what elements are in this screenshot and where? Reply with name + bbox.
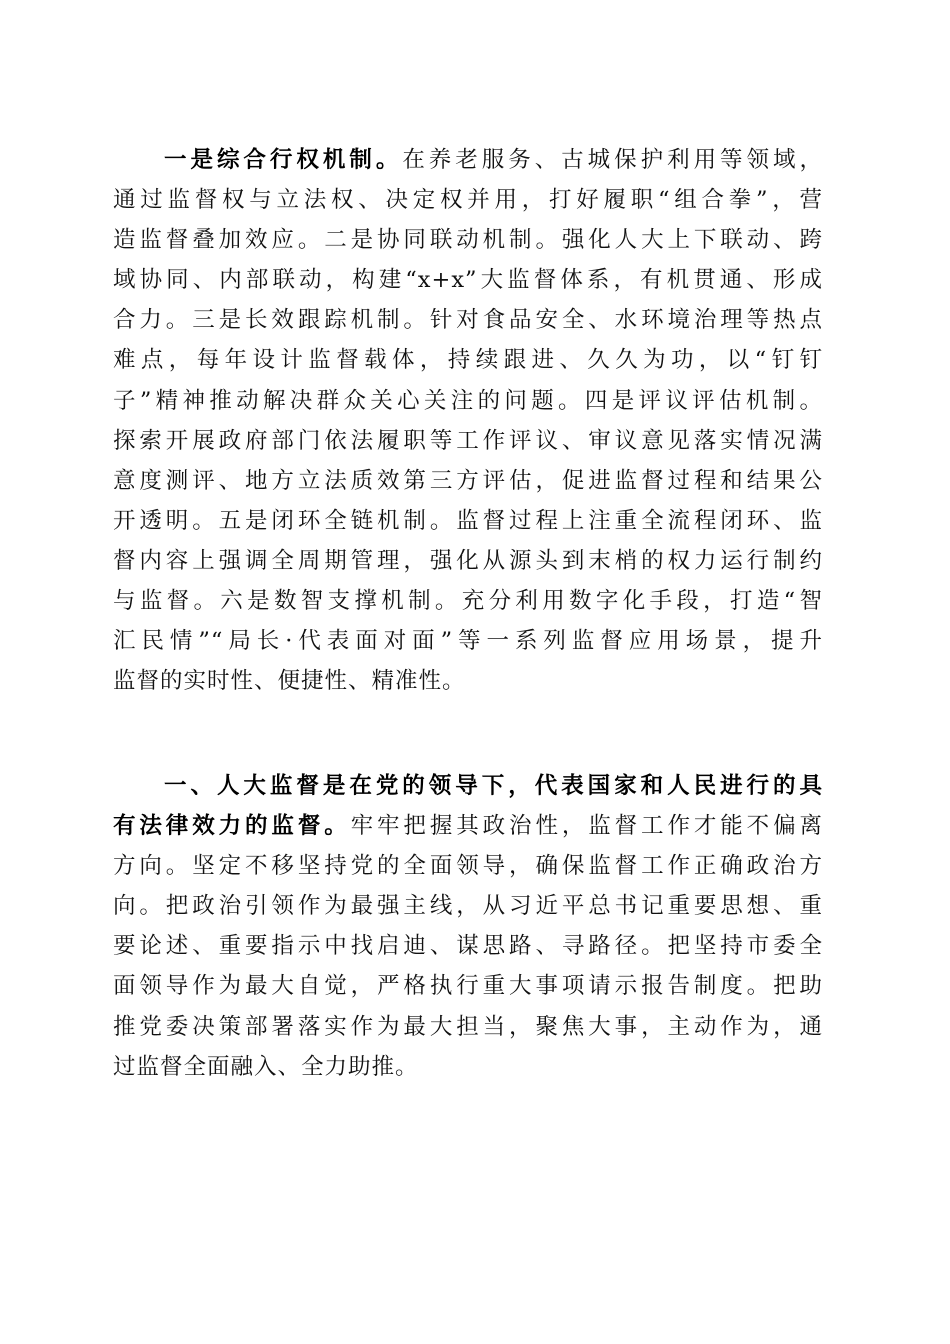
paragraph-line: 监督的实时性、便捷性、精准性。 xyxy=(113,668,466,695)
paragraph-mechanisms xyxy=(113,140,823,701)
paragraph-line: 域协同、内部联动，构建“x+x”大监督体系，有机贯通、形成 xyxy=(113,267,823,294)
paragraph-line: 意度测评、地方立法质效第三方评估，促进监督过程和结果公 xyxy=(113,467,823,494)
paragraph-line: 汇民情”“局长·代表面对面”等一系列监督应用场景，提升 xyxy=(113,628,823,655)
paragraph-text: 在养老服务、古城保护利用等领域， xyxy=(402,147,823,173)
paragraph-line: 通过监督权与立法权、决定权并用，打好履职“组合拳”，营 xyxy=(113,187,823,214)
paragraph-line: 推党委决策部署落实作为最大担当，聚焦大事，主动作为，通 xyxy=(113,1013,823,1040)
paragraph-line: 方向。坚定不移坚持党的全面领导，确保监督工作正确政治方 xyxy=(113,853,823,880)
paragraph-heading: 一是综合行权机制。 xyxy=(164,147,403,173)
paragraph-line: 督内容上强调全周期管理，强化从源头到末梢的权力运行制约 xyxy=(113,547,823,574)
section-heading: 一、人大监督是在党的领导下，代表国家和人民进行的具 xyxy=(164,773,823,799)
section-heading-end: 有法律效力的监督。 xyxy=(113,813,351,840)
paragraph-line: 难点，每年设计监督载体，持续跟进、久久为功，以“钉钉 xyxy=(113,347,823,374)
paragraph-line: 子”精神推动解决群众关心关注的问题。四是评议评估机制。 xyxy=(113,387,823,414)
paragraph-line: 造监督叠加效应。二是协同联动机制。强化人大上下联动、跨 xyxy=(113,227,823,254)
paragraph-line: 探索开展政府部门依法履职等工作评议、审议意见落实情况满 xyxy=(113,427,823,454)
paragraph-line: 要论述、重要指示中找启迪、谋思路、寻路径。把坚持市委全 xyxy=(113,933,823,960)
paragraph-line: 开透明。五是闭环全链机制。监督过程上注重全流程闭环、监 xyxy=(113,507,823,534)
paragraph-line xyxy=(113,806,823,846)
paragraph-text: 牢牢把握其政治性，监督工作才能不偏离 xyxy=(350,813,823,840)
paragraph-line: 面领导作为最大自觉，严格执行重大事项请示报告制度。把助 xyxy=(113,973,823,1000)
paragraph-supervision xyxy=(113,766,823,1087)
paragraph-line xyxy=(113,140,823,180)
paragraph-line: 与监督。六是数智支撑机制。充分利用数字化手段，打造“智 xyxy=(113,588,823,615)
paragraph-line: 过监督全面融入、全力助推。 xyxy=(113,1053,419,1080)
paragraph-line: 向。把政治引领作为最强主线，从习近平总书记重要思想、重 xyxy=(113,893,823,920)
paragraph-line: 合力。三是长效跟踪机制。针对食品安全、水环境治理等热点 xyxy=(113,307,823,334)
